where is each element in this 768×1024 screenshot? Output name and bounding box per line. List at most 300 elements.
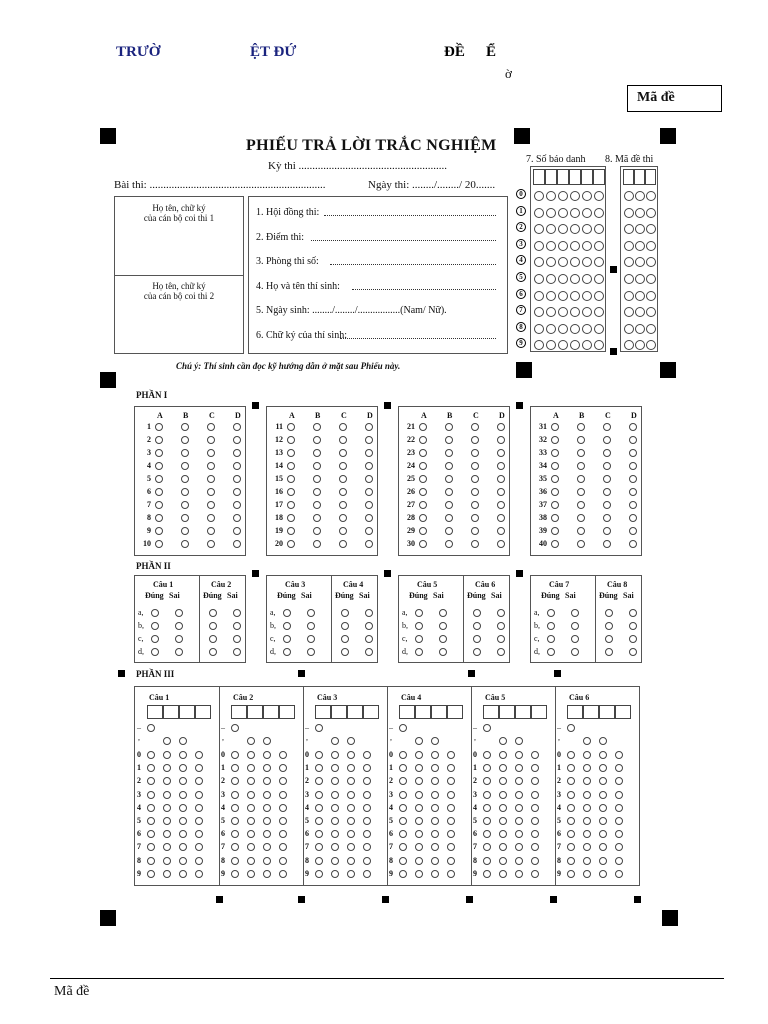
answer-bubble[interactable] [365, 514, 373, 522]
ma-de-bubble[interactable] [646, 191, 656, 201]
answer-bubble[interactable] [233, 449, 241, 457]
answer-bubble[interactable] [497, 462, 505, 470]
answer-bubble[interactable] [551, 488, 559, 496]
digit-bubble[interactable] [279, 817, 287, 825]
digit-bubble[interactable] [231, 857, 239, 865]
digit-bubble[interactable] [483, 751, 491, 759]
answer-bubble[interactable] [365, 475, 373, 483]
digit-bubble[interactable] [499, 857, 507, 865]
answer-bubble[interactable] [497, 475, 505, 483]
answer-bubble[interactable] [233, 527, 241, 535]
digit-bubble[interactable] [247, 751, 255, 759]
true-false-bubble[interactable] [341, 648, 349, 656]
sbd-bubble[interactable] [594, 324, 604, 334]
digit-bubble[interactable] [399, 777, 407, 785]
digit-bubble[interactable] [147, 870, 155, 878]
digit-bubble[interactable] [431, 804, 439, 812]
digit-bubble[interactable] [483, 870, 491, 878]
digit-bubble[interactable] [279, 777, 287, 785]
answer-bubble[interactable] [233, 514, 241, 522]
digit-bubble[interactable] [567, 817, 575, 825]
sbd-bubble[interactable] [570, 340, 580, 350]
digit-bubble[interactable] [231, 751, 239, 759]
comma-bubble[interactable] [247, 737, 255, 745]
digit-bubble[interactable] [431, 764, 439, 772]
sbd-bubble[interactable] [582, 291, 592, 301]
answer-bubble[interactable] [339, 475, 347, 483]
answer-bubble[interactable] [577, 423, 585, 431]
digit-bubble[interactable] [279, 791, 287, 799]
digit-bubble[interactable] [515, 830, 523, 838]
true-false-bubble[interactable] [415, 635, 423, 643]
digit-bubble[interactable] [263, 857, 271, 865]
digit-bubble[interactable] [415, 857, 423, 865]
answer-bubble[interactable] [287, 423, 295, 431]
true-false-bubble[interactable] [151, 622, 159, 630]
digit-bubble[interactable] [247, 857, 255, 865]
ma-de-bubble[interactable] [635, 291, 645, 301]
digit-bubble[interactable] [599, 817, 607, 825]
true-false-bubble[interactable] [497, 648, 505, 656]
answer-bubble[interactable] [365, 449, 373, 457]
ma-de-bubble[interactable] [635, 208, 645, 218]
sbd-bubble[interactable] [546, 257, 556, 267]
answer-bubble[interactable] [233, 488, 241, 496]
digit-bubble[interactable] [195, 791, 203, 799]
answer-bubble[interactable] [155, 462, 163, 470]
ma-de-bubble[interactable] [646, 340, 656, 350]
answer-bubble[interactable] [313, 436, 321, 444]
answer-bubble[interactable] [471, 475, 479, 483]
answer-bubble[interactable] [577, 436, 585, 444]
digit-bubble[interactable] [567, 870, 575, 878]
answer-bubble[interactable] [313, 527, 321, 535]
sbd-bubble[interactable] [582, 208, 592, 218]
digit-bubble[interactable] [431, 817, 439, 825]
digit-bubble[interactable] [231, 777, 239, 785]
true-false-bubble[interactable] [307, 622, 315, 630]
answer-bubble[interactable] [445, 462, 453, 470]
true-false-bubble[interactable] [605, 622, 613, 630]
digit-bubble[interactable] [515, 764, 523, 772]
digit-bubble[interactable] [363, 830, 371, 838]
true-false-bubble[interactable] [571, 609, 579, 617]
true-false-bubble[interactable] [497, 609, 505, 617]
sbd-bubble[interactable] [534, 291, 544, 301]
answer-bubble[interactable] [207, 514, 215, 522]
comma-bubble[interactable] [415, 737, 423, 745]
true-false-bubble[interactable] [209, 609, 217, 617]
answer-bubble[interactable] [155, 488, 163, 496]
true-false-bubble[interactable] [175, 635, 183, 643]
digit-bubble[interactable] [415, 817, 423, 825]
ma-de-bubble[interactable] [635, 224, 645, 234]
answer-bubble[interactable] [287, 436, 295, 444]
sbd-bubble[interactable] [582, 324, 592, 334]
digit-bubble[interactable] [263, 830, 271, 838]
answer-bubble[interactable] [603, 449, 611, 457]
answer-bubble[interactable] [577, 462, 585, 470]
answer-bubble[interactable] [445, 514, 453, 522]
minus-bubble[interactable] [315, 724, 323, 732]
digit-bubble[interactable] [331, 870, 339, 878]
digit-bubble[interactable] [399, 751, 407, 759]
answer-bubble[interactable] [233, 501, 241, 509]
digit-bubble[interactable] [499, 817, 507, 825]
digit-bubble[interactable] [179, 764, 187, 772]
digit-bubble[interactable] [279, 751, 287, 759]
digit-bubble[interactable] [179, 804, 187, 812]
sbd-bubble[interactable] [534, 307, 544, 317]
digit-bubble[interactable] [163, 830, 171, 838]
answer-bubble[interactable] [445, 436, 453, 444]
digit-bubble[interactable] [147, 751, 155, 759]
answer-bubble[interactable] [551, 540, 559, 548]
digit-bubble[interactable] [531, 857, 539, 865]
sbd-bubble[interactable] [594, 291, 604, 301]
true-false-bubble[interactable] [341, 622, 349, 630]
digit-bubble[interactable] [599, 764, 607, 772]
digit-bubble[interactable] [447, 764, 455, 772]
answer-bubble[interactable] [207, 501, 215, 509]
answer-bubble[interactable] [603, 436, 611, 444]
digit-bubble[interactable] [447, 830, 455, 838]
answer-bubble[interactable] [497, 527, 505, 535]
answer-bubble[interactable] [577, 514, 585, 522]
comma-bubble[interactable] [163, 737, 171, 745]
answer-bubble[interactable] [629, 449, 637, 457]
digit-bubble[interactable] [247, 870, 255, 878]
answer-bubble[interactable] [287, 527, 295, 535]
digit-bubble[interactable] [415, 764, 423, 772]
answer-bubble[interactable] [313, 475, 321, 483]
digit-bubble[interactable] [615, 843, 623, 851]
true-false-bubble[interactable] [341, 635, 349, 643]
sbd-bubble[interactable] [594, 257, 604, 267]
digit-bubble[interactable] [263, 777, 271, 785]
sbd-bubble[interactable] [534, 257, 544, 267]
digit-bubble[interactable] [483, 777, 491, 785]
answer-bubble[interactable] [155, 527, 163, 535]
digit-bubble[interactable] [431, 791, 439, 799]
digit-bubble[interactable] [363, 870, 371, 878]
true-false-bubble[interactable] [547, 609, 555, 617]
answer-bubble[interactable] [339, 436, 347, 444]
ma-de-bubble[interactable] [646, 307, 656, 317]
true-false-bubble[interactable] [439, 635, 447, 643]
digit-bubble[interactable] [531, 777, 539, 785]
digit-bubble[interactable] [263, 751, 271, 759]
answer-bubble[interactable] [419, 514, 427, 522]
comma-bubble[interactable] [599, 737, 607, 745]
true-false-bubble[interactable] [307, 648, 315, 656]
digit-bubble[interactable] [399, 870, 407, 878]
answer-bubble[interactable] [313, 501, 321, 509]
answer-bubble[interactable] [471, 462, 479, 470]
answer-bubble[interactable] [551, 462, 559, 470]
answer-bubble[interactable] [287, 462, 295, 470]
answer-bubble[interactable] [181, 501, 189, 509]
digit-bubble[interactable] [163, 791, 171, 799]
answer-bubble[interactable] [471, 488, 479, 496]
ma-de-bubble[interactable] [624, 340, 634, 350]
sbd-bubble[interactable] [570, 257, 580, 267]
true-false-bubble[interactable] [233, 622, 241, 630]
sbd-bubble[interactable] [546, 324, 556, 334]
sbd-bubble[interactable] [594, 274, 604, 284]
answer-bubble[interactable] [551, 514, 559, 522]
digit-bubble[interactable] [147, 764, 155, 772]
answer-bubble[interactable] [365, 488, 373, 496]
digit-bubble[interactable] [415, 830, 423, 838]
ma-de-bubble[interactable] [646, 274, 656, 284]
true-false-bubble[interactable] [283, 609, 291, 617]
sbd-bubble[interactable] [570, 224, 580, 234]
digit-bubble[interactable] [195, 830, 203, 838]
digit-bubble[interactable] [147, 804, 155, 812]
sbd-bubble[interactable] [570, 307, 580, 317]
answer-bubble[interactable] [233, 423, 241, 431]
answer-bubble[interactable] [287, 449, 295, 457]
sbd-bubble[interactable] [594, 241, 604, 251]
digit-bubble[interactable] [247, 817, 255, 825]
answer-bubble[interactable] [577, 540, 585, 548]
sbd-bubble[interactable] [546, 340, 556, 350]
digit-bubble[interactable] [231, 804, 239, 812]
digit-bubble[interactable] [531, 830, 539, 838]
digit-bubble[interactable] [567, 857, 575, 865]
true-false-bubble[interactable] [365, 648, 373, 656]
digit-bubble[interactable] [447, 817, 455, 825]
sbd-bubble[interactable] [558, 257, 568, 267]
answer-bubble[interactable] [471, 436, 479, 444]
digit-bubble[interactable] [195, 764, 203, 772]
true-false-bubble[interactable] [209, 648, 217, 656]
digit-bubble[interactable] [447, 843, 455, 851]
digit-bubble[interactable] [399, 764, 407, 772]
digit-bubble[interactable] [499, 830, 507, 838]
answer-bubble[interactable] [551, 475, 559, 483]
sbd-bubble[interactable] [594, 208, 604, 218]
answer-bubble[interactable] [155, 475, 163, 483]
digit-bubble[interactable] [567, 777, 575, 785]
answer-bubble[interactable] [603, 527, 611, 535]
answer-bubble[interactable] [207, 436, 215, 444]
digit-bubble[interactable] [247, 777, 255, 785]
digit-bubble[interactable] [163, 804, 171, 812]
answer-bubble[interactable] [181, 475, 189, 483]
digit-bubble[interactable] [515, 777, 523, 785]
true-false-bubble[interactable] [341, 609, 349, 617]
digit-bubble[interactable] [399, 843, 407, 851]
answer-bubble[interactable] [577, 501, 585, 509]
digit-bubble[interactable] [567, 804, 575, 812]
sbd-bubble[interactable] [582, 307, 592, 317]
answer-bubble[interactable] [339, 527, 347, 535]
true-false-bubble[interactable] [605, 635, 613, 643]
digit-bubble[interactable] [363, 777, 371, 785]
digit-bubble[interactable] [163, 857, 171, 865]
true-false-bubble[interactable] [629, 609, 637, 617]
answer-bubble[interactable] [155, 540, 163, 548]
comma-bubble[interactable] [347, 737, 355, 745]
sbd-bubble[interactable] [582, 224, 592, 234]
true-false-bubble[interactable] [151, 648, 159, 656]
digit-bubble[interactable] [263, 764, 271, 772]
answer-bubble[interactable] [497, 514, 505, 522]
answer-bubble[interactable] [207, 488, 215, 496]
minus-bubble[interactable] [231, 724, 239, 732]
answer-bubble[interactable] [629, 462, 637, 470]
digit-bubble[interactable] [583, 804, 591, 812]
digit-bubble[interactable] [247, 764, 255, 772]
digit-bubble[interactable] [279, 870, 287, 878]
true-false-bubble[interactable] [283, 635, 291, 643]
digit-bubble[interactable] [447, 791, 455, 799]
true-false-bubble[interactable] [547, 635, 555, 643]
answer-bubble[interactable] [365, 527, 373, 535]
digit-bubble[interactable] [583, 857, 591, 865]
answer-bubble[interactable] [603, 475, 611, 483]
answer-bubble[interactable] [629, 423, 637, 431]
digit-bubble[interactable] [415, 777, 423, 785]
digit-bubble[interactable] [483, 817, 491, 825]
digit-bubble[interactable] [147, 843, 155, 851]
digit-bubble[interactable] [279, 843, 287, 851]
digit-bubble[interactable] [515, 791, 523, 799]
digit-bubble[interactable] [195, 857, 203, 865]
digit-bubble[interactable] [347, 804, 355, 812]
true-false-bubble[interactable] [415, 648, 423, 656]
digit-bubble[interactable] [599, 777, 607, 785]
true-false-bubble[interactable] [439, 609, 447, 617]
digit-bubble[interactable] [331, 764, 339, 772]
digit-bubble[interactable] [567, 830, 575, 838]
answer-bubble[interactable] [497, 449, 505, 457]
digit-bubble[interactable] [599, 804, 607, 812]
digit-bubble[interactable] [483, 791, 491, 799]
digit-bubble[interactable] [195, 817, 203, 825]
digit-bubble[interactable] [599, 843, 607, 851]
sbd-bubble[interactable] [546, 191, 556, 201]
digit-bubble[interactable] [615, 791, 623, 799]
digit-bubble[interactable] [331, 777, 339, 785]
digit-bubble[interactable] [499, 843, 507, 851]
digit-bubble[interactable] [331, 857, 339, 865]
answer-bubble[interactable] [603, 462, 611, 470]
digit-bubble[interactable] [447, 804, 455, 812]
answer-bubble[interactable] [155, 436, 163, 444]
digit-bubble[interactable] [347, 751, 355, 759]
true-false-bubble[interactable] [365, 635, 373, 643]
digit-bubble[interactable] [599, 870, 607, 878]
digit-bubble[interactable] [483, 830, 491, 838]
comma-bubble[interactable] [515, 737, 523, 745]
digit-bubble[interactable] [615, 857, 623, 865]
true-false-bubble[interactable] [209, 635, 217, 643]
ma-de-bubble[interactable] [646, 291, 656, 301]
sbd-bubble[interactable] [570, 191, 580, 201]
sbd-bubble[interactable] [570, 324, 580, 334]
true-false-bubble[interactable] [439, 622, 447, 630]
digit-bubble[interactable] [179, 777, 187, 785]
digit-bubble[interactable] [431, 777, 439, 785]
answer-bubble[interactable] [207, 540, 215, 548]
answer-bubble[interactable] [155, 423, 163, 431]
answer-bubble[interactable] [445, 501, 453, 509]
answer-bubble[interactable] [287, 501, 295, 509]
digit-bubble[interactable] [363, 817, 371, 825]
digit-bubble[interactable] [331, 751, 339, 759]
true-false-bubble[interactable] [175, 622, 183, 630]
digit-bubble[interactable] [567, 791, 575, 799]
digit-bubble[interactable] [331, 791, 339, 799]
answer-bubble[interactable] [577, 449, 585, 457]
digit-bubble[interactable] [531, 804, 539, 812]
sbd-bubble[interactable] [534, 324, 544, 334]
digit-bubble[interactable] [347, 830, 355, 838]
digit-bubble[interactable] [615, 751, 623, 759]
digit-bubble[interactable] [531, 870, 539, 878]
digit-bubble[interactable] [431, 830, 439, 838]
ma-de-bubble[interactable] [635, 274, 645, 284]
digit-bubble[interactable] [263, 843, 271, 851]
digit-bubble[interactable] [363, 791, 371, 799]
digit-bubble[interactable] [583, 764, 591, 772]
answer-bubble[interactable] [155, 514, 163, 522]
true-false-bubble[interactable] [629, 622, 637, 630]
digit-bubble[interactable] [531, 791, 539, 799]
answer-bubble[interactable] [445, 540, 453, 548]
answer-bubble[interactable] [207, 527, 215, 535]
true-false-bubble[interactable] [605, 609, 613, 617]
digit-bubble[interactable] [163, 777, 171, 785]
sbd-bubble[interactable] [570, 241, 580, 251]
ma-de-bubble[interactable] [646, 224, 656, 234]
answer-bubble[interactable] [287, 540, 295, 548]
digit-bubble[interactable] [515, 843, 523, 851]
minus-bubble[interactable] [567, 724, 575, 732]
digit-bubble[interactable] [415, 791, 423, 799]
answer-bubble[interactable] [629, 436, 637, 444]
digit-bubble[interactable] [615, 830, 623, 838]
digit-bubble[interactable] [399, 804, 407, 812]
digit-bubble[interactable] [583, 791, 591, 799]
digit-bubble[interactable] [147, 830, 155, 838]
digit-bubble[interactable] [147, 857, 155, 865]
answer-bubble[interactable] [629, 501, 637, 509]
digit-bubble[interactable] [515, 870, 523, 878]
sbd-bubble[interactable] [534, 274, 544, 284]
sbd-bubble[interactable] [534, 191, 544, 201]
answer-bubble[interactable] [497, 488, 505, 496]
ma-de-bubble[interactable] [646, 208, 656, 218]
digit-bubble[interactable] [483, 843, 491, 851]
digit-bubble[interactable] [415, 804, 423, 812]
answer-bubble[interactable] [419, 501, 427, 509]
sbd-bubble[interactable] [558, 291, 568, 301]
digit-bubble[interactable] [583, 817, 591, 825]
digit-bubble[interactable] [515, 857, 523, 865]
sbd-bubble[interactable] [558, 208, 568, 218]
digit-bubble[interactable] [279, 764, 287, 772]
ma-de-bubble[interactable] [624, 324, 634, 334]
digit-bubble[interactable] [315, 777, 323, 785]
digit-bubble[interactable] [363, 857, 371, 865]
answer-bubble[interactable] [603, 540, 611, 548]
true-false-bubble[interactable] [571, 648, 579, 656]
answer-bubble[interactable] [365, 462, 373, 470]
